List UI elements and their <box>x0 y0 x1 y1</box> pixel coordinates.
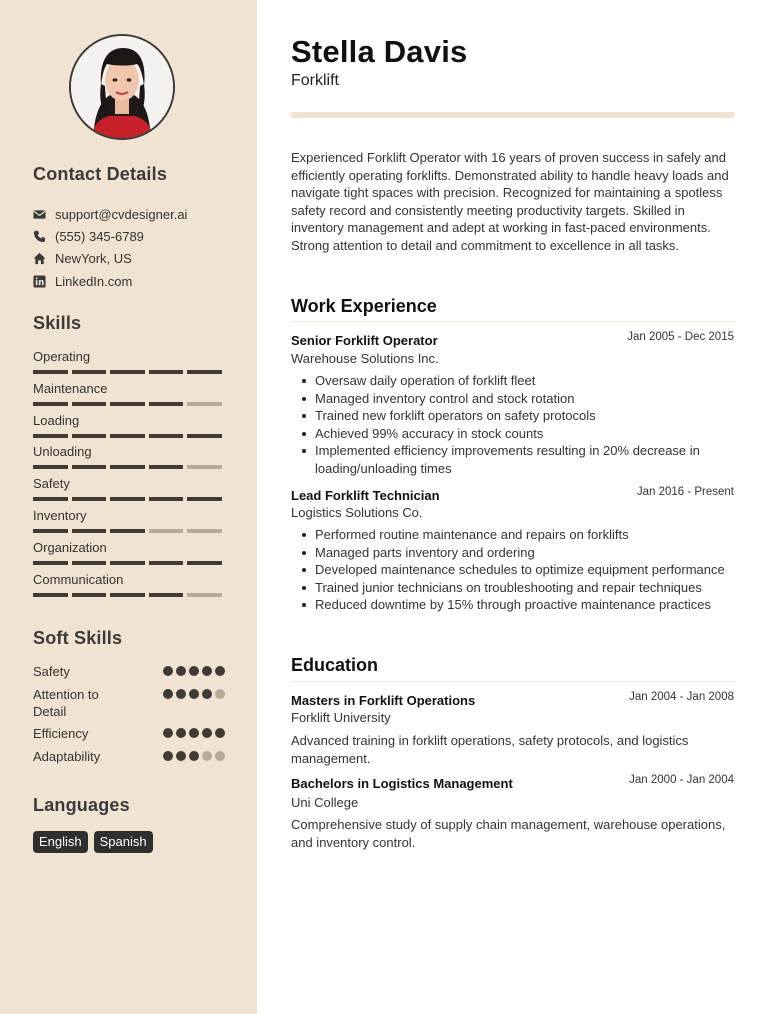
skill-level-bar <box>33 497 223 501</box>
skill-level-bar <box>33 561 223 565</box>
job-bullets <box>315 526 733 614</box>
skill-level-segment <box>110 497 145 501</box>
skills-heading: Skills <box>33 313 82 333</box>
skill-name: Operating <box>33 349 91 364</box>
rating-dot <box>189 728 199 738</box>
rating-dot <box>163 728 173 738</box>
soft-skill-row <box>33 748 225 771</box>
skill-level-segment <box>149 402 184 406</box>
languages-heading: Languages <box>33 795 130 815</box>
skill-level-segment <box>187 434 222 438</box>
skill-level-segment <box>149 497 184 501</box>
skill-level-segment <box>149 529 184 533</box>
soft-skill-name: Safety <box>33 664 70 679</box>
soft-skill-rating <box>163 751 225 761</box>
rating-dot <box>215 689 225 699</box>
skill-level-segment <box>72 561 107 565</box>
skill-name: Unloading <box>33 444 92 460</box>
job-bullets <box>315 372 733 477</box>
soft-skill-name: Adaptability <box>33 749 101 764</box>
job-company: Logistics Solutions Co. <box>291 505 423 520</box>
school-name: Uni College <box>291 795 359 810</box>
skill-row <box>33 475 223 507</box>
job-title: Senior Forklift Operator <box>291 333 438 348</box>
bullet-item: Managed parts inventory and ordering <box>315 544 733 562</box>
rating-dot <box>189 751 199 761</box>
skill-level-segment <box>149 434 184 438</box>
rating-dot <box>163 751 173 761</box>
rating-dot <box>215 666 225 676</box>
skill-name: Loading <box>33 412 80 428</box>
skill-level-segment <box>72 529 107 533</box>
bullet-item: Performed routine maintenance and repairs on forklifts <box>315 526 733 544</box>
skill-level-bar <box>33 529 223 533</box>
phone-text[interactable]: (555) 345-6789 <box>55 228 144 244</box>
candidate-name: Stella Davis <box>291 34 468 69</box>
soft-skill-row <box>33 686 225 725</box>
skill-level-segment <box>33 402 68 406</box>
envelope-icon <box>33 208 46 221</box>
skill-level-bar <box>33 434 223 438</box>
skill-level-segment <box>187 593 222 597</box>
rating-dot <box>163 689 173 699</box>
contact-location <box>33 248 248 270</box>
skill-level-segment <box>187 561 222 565</box>
rating-dot <box>189 689 199 699</box>
job-dates: Jan 2005 - Dec 2015 <box>627 331 734 343</box>
degree-title: Bachelors in Logistics Management <box>291 776 513 791</box>
skill-level-segment <box>110 529 145 533</box>
job-title: Lead Forklift Technician <box>291 488 440 503</box>
bullet-item: Reduced downtime by 15% through proactive maintenance practices <box>315 596 733 614</box>
skill-level-segment <box>110 434 145 438</box>
degree-description: Comprehensive study of supply chain management, warehouse operations, and inventory control. <box>291 817 726 850</box>
rating-dot <box>176 751 186 761</box>
skill-level-segment <box>33 434 68 438</box>
language-chip: English <box>33 831 88 853</box>
skill-level-segment <box>110 370 145 374</box>
skill-row <box>33 412 223 444</box>
skill-level-segment <box>149 593 184 597</box>
profile-photo <box>71 36 173 138</box>
skills-list <box>33 348 223 602</box>
bullet-item: Oversaw daily operation of forklift fleet <box>315 372 733 390</box>
skill-level-segment <box>149 465 184 469</box>
skill-level-segment <box>187 370 222 374</box>
skill-level-segment <box>33 465 68 469</box>
skill-name: Safety <box>33 476 70 492</box>
linkedin-text[interactable]: LinkedIn.com <box>55 273 133 289</box>
summary-text: Experienced Forklift Operator with 16 years of proven success in safely and efficiently operating forklifts. Demonstrated ability to handle heavy loads and navigate tight spaces with precision. Recognized for maintaining a spotless safety record and consistently meeting productivity targets. Skilled in inventory management and adept at working in fast-paced environments. Strong attention to detail and commitment to excellence in all tasks. <box>291 150 729 253</box>
skill-row <box>33 443 223 475</box>
rating-dot <box>176 689 186 699</box>
experience-divider <box>291 321 734 322</box>
rating-dot <box>189 666 199 676</box>
avatar <box>69 34 175 140</box>
skill-name: Inventory <box>33 507 87 523</box>
soft-skill-rating <box>163 666 225 676</box>
rating-dot <box>202 728 212 738</box>
contact-email <box>33 203 248 225</box>
skill-level-bar <box>33 465 223 469</box>
rating-dot <box>176 728 186 738</box>
rating-dot <box>202 751 212 761</box>
soft-skill-name: Attention to Detail <box>33 687 99 719</box>
bullet-item: Developed maintenance schedules to optimize equipment performance <box>315 561 733 579</box>
skill-level-segment <box>110 465 145 469</box>
skill-level-bar <box>33 593 223 597</box>
skill-level-segment <box>110 593 145 597</box>
skill-level-segment <box>33 561 68 565</box>
skill-level-segment <box>187 529 222 533</box>
soft-skill-rating <box>163 728 225 738</box>
skill-level-segment <box>33 529 68 533</box>
skill-name: Organization <box>33 539 107 555</box>
school-name: Forklift University <box>291 710 391 725</box>
rating-dot <box>215 751 225 761</box>
education-divider <box>291 681 734 682</box>
degree-dates: Jan 2000 - Jan 2004 <box>629 774 734 786</box>
contact-list <box>33 203 248 292</box>
experience-heading: Work Experience <box>291 296 437 316</box>
rating-dot <box>202 666 212 676</box>
skill-level-segment <box>72 370 107 374</box>
skill-level-segment <box>33 370 68 374</box>
bullet-item: Implemented efficiency improvements resulting in 20% decrease in loading/unloading times <box>315 442 733 477</box>
skill-level-segment <box>187 497 222 501</box>
soft-skill-rating <box>163 689 225 699</box>
skill-level-segment <box>72 402 107 406</box>
rating-dot <box>202 689 212 699</box>
bullet-item: Managed inventory control and stock rotation <box>315 390 733 408</box>
email-text[interactable]: support@cvdesigner.ai <box>55 206 188 222</box>
home-icon <box>33 252 46 265</box>
rating-dot <box>215 728 225 738</box>
bullet-item: Trained new forklift operators on safety protocols <box>315 407 733 425</box>
skill-row <box>33 348 223 380</box>
rating-dot <box>163 666 173 676</box>
skill-row <box>33 571 223 603</box>
skill-level-segment <box>33 593 68 597</box>
skill-level-segment <box>110 561 145 565</box>
degree-dates: Jan 2004 - Jan 2008 <box>629 691 734 703</box>
skill-level-segment <box>187 465 222 469</box>
degree-title: Masters in Forklift Operations <box>291 693 476 708</box>
skill-level-segment <box>149 370 184 374</box>
bullet-item: Trained junior technicians on troubleshooting and repair techniques <box>315 579 733 597</box>
education-heading: Education <box>291 655 379 675</box>
skill-row <box>33 539 223 571</box>
languages-list <box>33 831 153 853</box>
language-chip: Spanish <box>94 831 153 853</box>
degree-description: Advanced training in forklift operations, safety protocols, and logistics management. <box>291 733 689 766</box>
skill-row <box>33 380 223 412</box>
soft-skill-row <box>33 725 225 748</box>
sidebar <box>0 0 257 1014</box>
phone-icon <box>33 230 46 243</box>
skill-level-bar <box>33 370 223 374</box>
soft-skills-heading: Soft Skills <box>33 628 123 648</box>
skill-level-segment <box>72 497 107 501</box>
skill-name: Communication <box>33 571 124 587</box>
soft-skill-name: Efficiency <box>33 726 89 741</box>
contact-phone <box>33 225 248 247</box>
skill-level-segment <box>149 561 184 565</box>
header-divider <box>291 112 734 118</box>
skill-level-segment <box>187 402 222 406</box>
candidate-role: Forklift <box>291 72 339 89</box>
rating-dot <box>176 666 186 676</box>
soft-skills-list <box>33 663 225 771</box>
skill-level-segment <box>72 593 107 597</box>
skill-level-bar <box>33 402 223 406</box>
bullet-item: Achieved 99% accuracy in stock counts <box>315 425 733 443</box>
job-company: Warehouse Solutions Inc. <box>291 351 439 366</box>
contact-heading: Contact Details <box>33 164 168 184</box>
location-text: NewYork, US <box>55 251 132 267</box>
soft-skill-row <box>33 663 225 686</box>
job-dates: Jan 2016 - Present <box>636 486 734 498</box>
skill-level-segment <box>72 465 107 469</box>
skill-name: Maintenance <box>33 380 108 396</box>
linkedin-icon <box>33 275 46 288</box>
contact-linkedin <box>33 270 248 292</box>
skill-level-segment <box>33 497 68 501</box>
skill-level-segment <box>72 434 107 438</box>
skill-level-segment <box>110 402 145 406</box>
skill-row <box>33 507 223 539</box>
